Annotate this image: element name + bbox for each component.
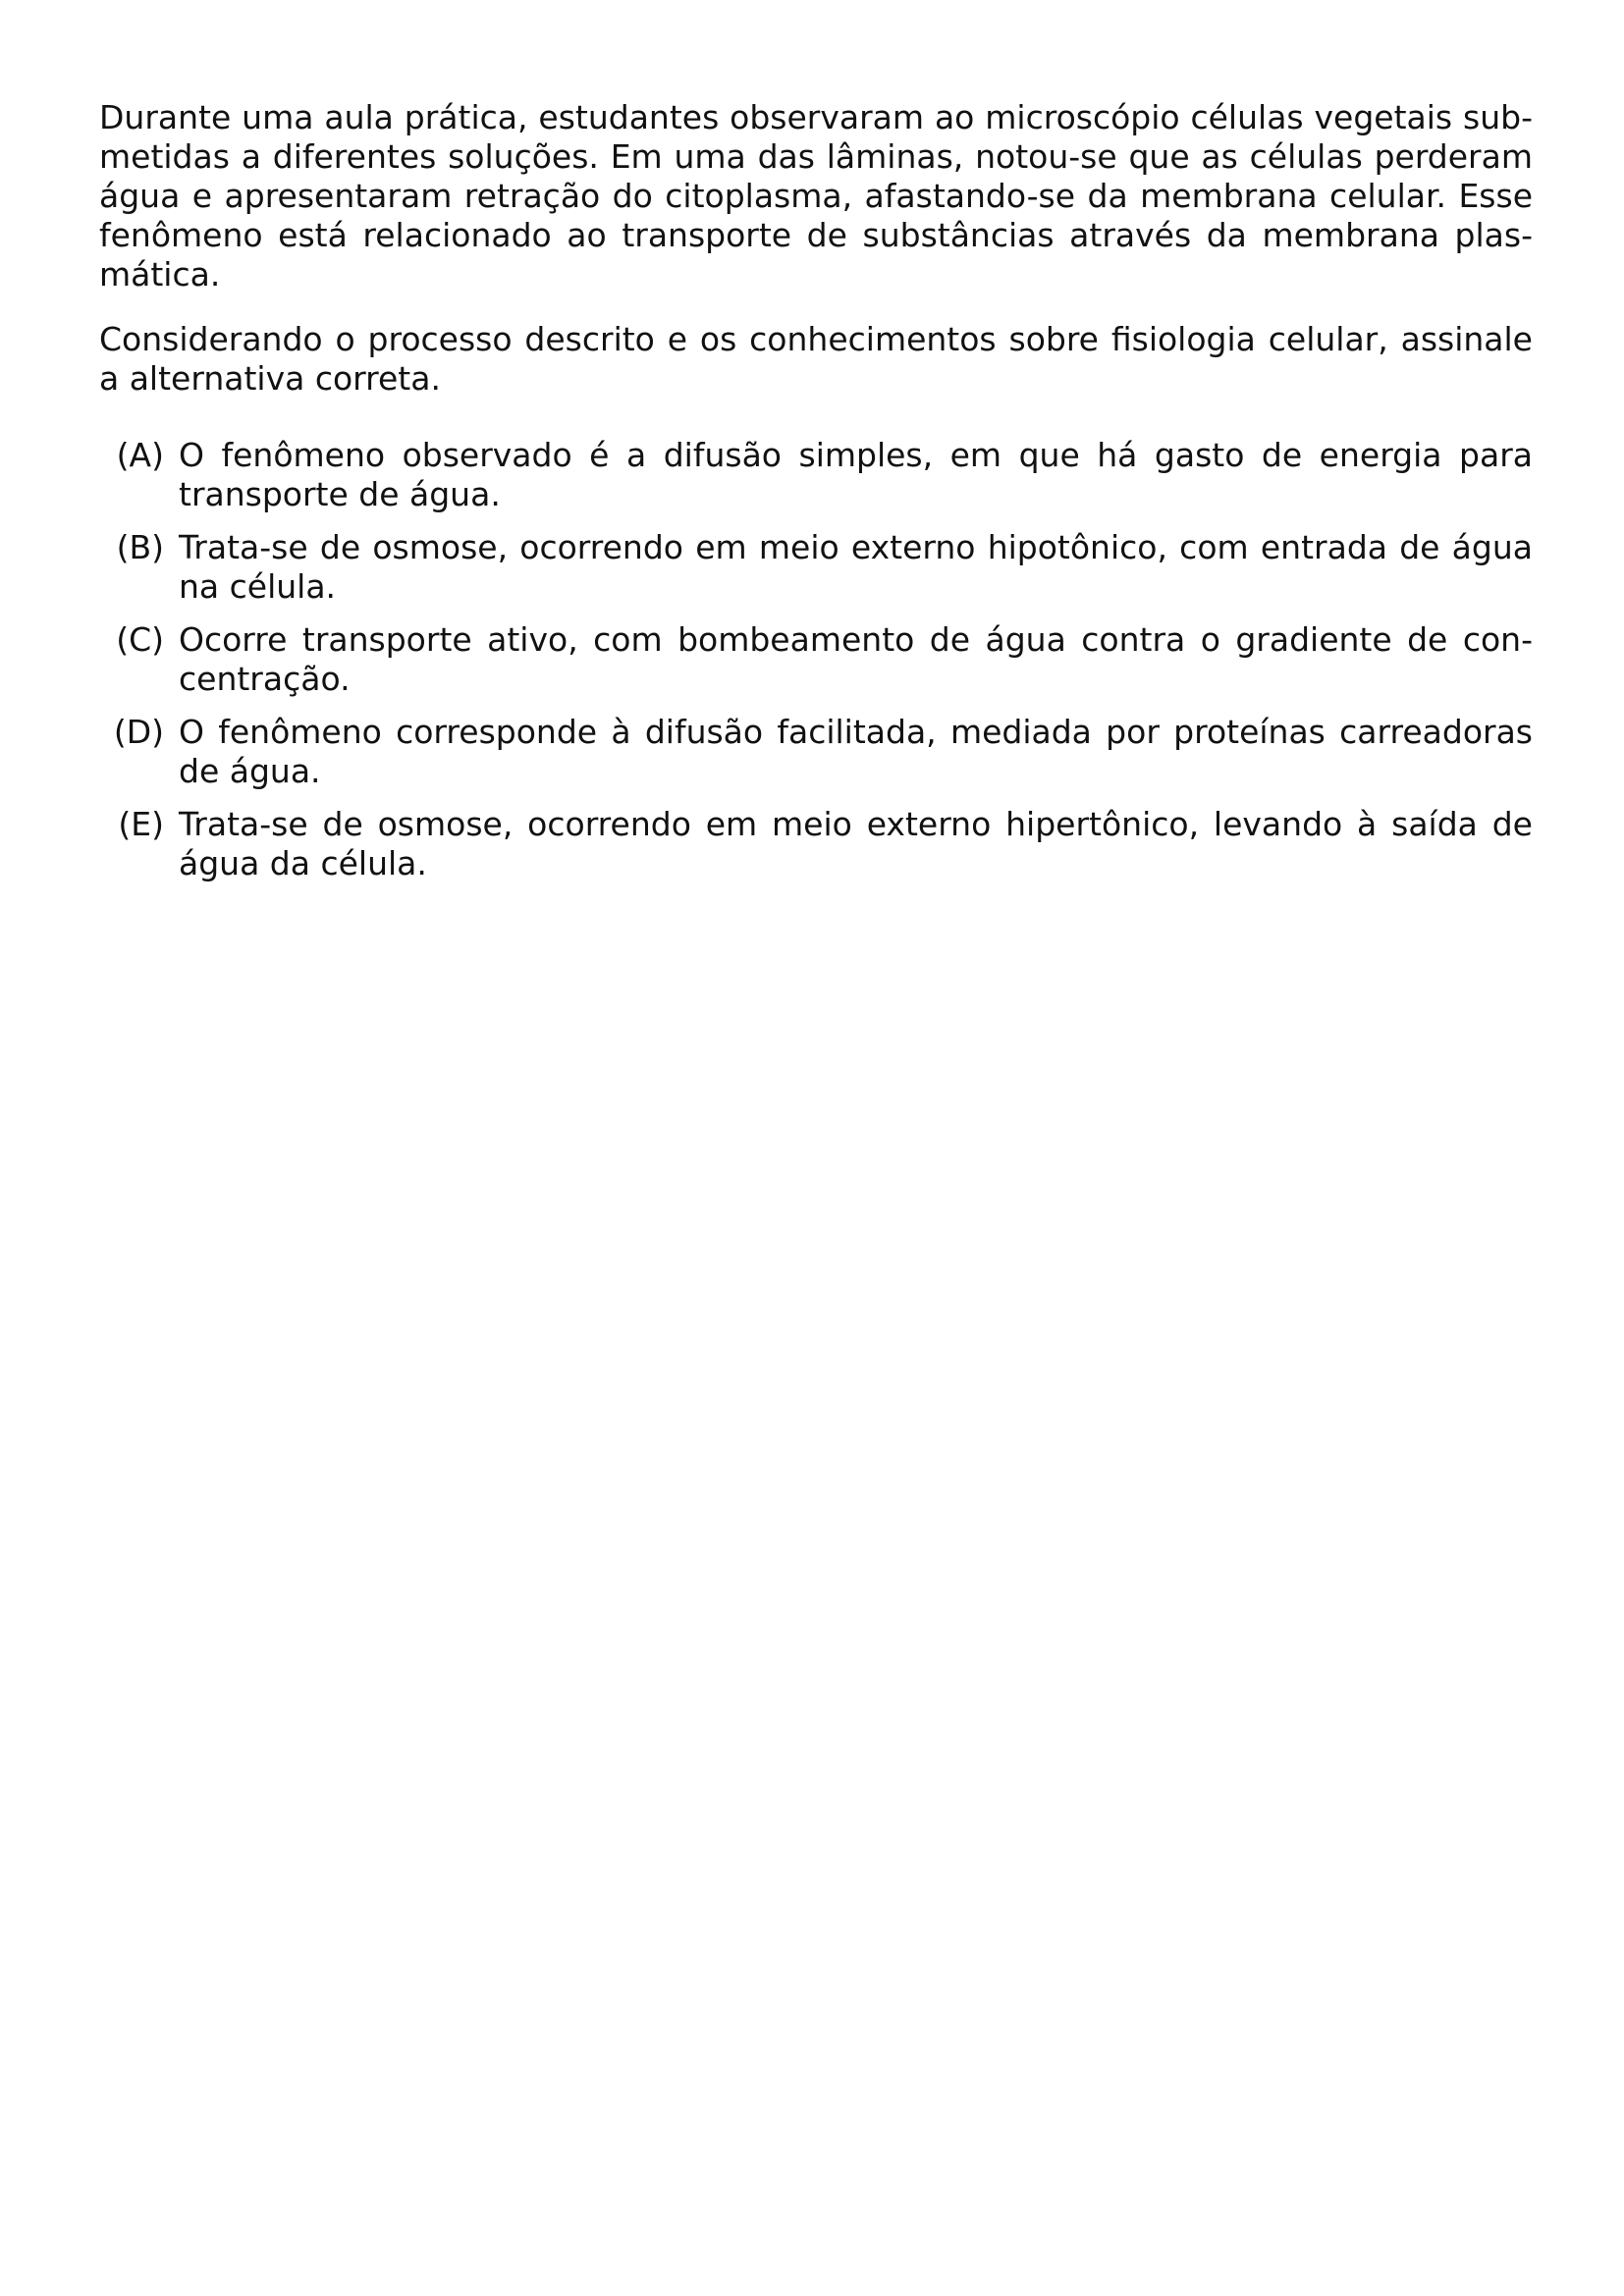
question-prompt: Considerando o processo descrito e os conhecimentos sobre fisiologia celular, assinale a alternativa correta. [99,320,1533,398]
option-label: (E) [118,805,164,843]
option-b[interactable] [99,528,1533,607]
option-text: Ocorre transporte ativo, com bombeamento de água contra o gradiente de concentração. [179,620,1533,698]
option-d[interactable] [99,713,1533,791]
question-stem: Durante uma aula prática, estudantes observaram ao microscópio células vegetais submetidas a diferentes soluções. Em uma das lâminas, notou-se que as células perderam água e apresentaram retração do citoplasma, afastando-se da membrana celular. Esse fenômeno está relacionado ao transporte de substâncias através da membrana plasmática. [99,98,1533,294]
option-label: (A) [116,436,164,474]
option-label: (D) [113,713,164,751]
option-a[interactable] [99,436,1533,514]
option-label: (C) [116,620,164,659]
option-e[interactable] [99,805,1533,883]
answer-options [99,436,1533,883]
question-block [99,98,1533,897]
option-c[interactable] [99,620,1533,699]
option-text: O fenômeno observado é a difusão simples, em que há gasto de energia para transporte de água. [179,436,1533,513]
option-label: (B) [116,528,164,566]
option-text: O fenômeno corresponde à difusão facilitada, mediada por proteínas carreadoras de água. [179,713,1533,790]
option-text: Trata-se de osmose, ocorrendo em meio externo hipertônico, levando à saída de água da célula. [179,805,1533,882]
option-text: Trata-se de osmose, ocorrendo em meio externo hipotônico, com entrada de água na célula. [179,528,1533,606]
